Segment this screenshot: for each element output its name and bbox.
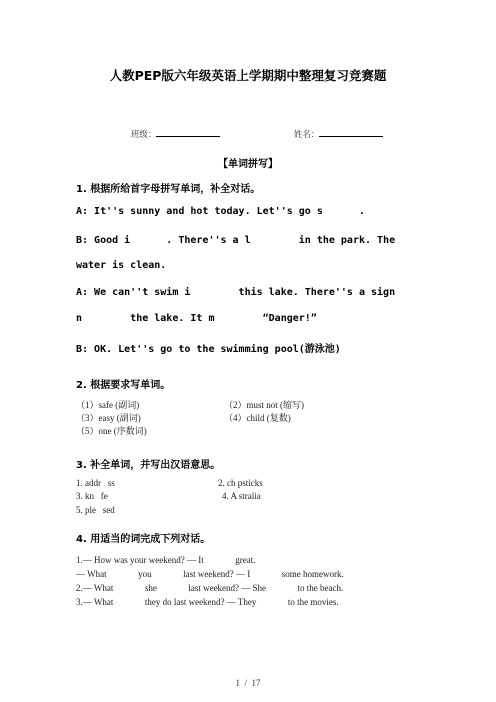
document-title: 人教PEP版六年级英语上学期期中整理复习竞赛题 xyxy=(109,68,387,83)
q2-heading: 2. 根据要求写单词。 xyxy=(76,380,171,391)
q1-line: n the lake. It m “Danger!” xyxy=(76,313,317,324)
q3-item: 5. ple sed xyxy=(76,505,115,515)
q1-line: A: It''s sunny and hot today. Let''s go s . xyxy=(76,206,365,217)
name-field xyxy=(283,117,383,150)
q2-item: （2）must not (缩写) xyxy=(224,400,304,410)
q3-item: 3. kn fe xyxy=(76,491,108,501)
q3-item: 2. ch psticks xyxy=(218,478,263,488)
q1-line: B: Good i . There''s a l in the park. The xyxy=(76,235,396,246)
section-title: 【单词拼写】 xyxy=(218,159,278,170)
q1-line: water is clean. xyxy=(76,260,167,271)
class-label: 班级： xyxy=(130,130,157,140)
class-blank[interactable] xyxy=(156,127,220,137)
q1-heading: 1. 根据所给首字母拼写单词，补全对话。 xyxy=(76,184,261,195)
class-field xyxy=(120,117,220,150)
q4-line: 1.— How was your weekend? — It great. xyxy=(76,555,256,565)
q2-item: （3）easy (副词) xyxy=(76,413,141,423)
q4-line: 3.— What they do last weekend? — They to the movies. xyxy=(76,597,339,607)
q3-heading: 3. 补全单词，并写出汉语意思。 xyxy=(76,460,221,471)
page-number: 1 / 17 xyxy=(235,678,261,688)
q4-line: 2.— What she last weekend? — She to the beach. xyxy=(76,583,344,593)
q4-heading: 4. 用适当的词完成下列对话。 xyxy=(76,534,211,545)
q1-line: B: OK. Let''s go to the swimming pool(游泳池) xyxy=(76,344,341,355)
q3-item: 4. A stralia xyxy=(222,491,261,501)
q4-line: — What you last weekend? — I some homework. xyxy=(76,569,344,579)
q2-item: （1）safe (副词) xyxy=(76,400,140,410)
q3-item: 1. addr ss xyxy=(76,478,115,488)
q2-item: （5）one (序数词) xyxy=(76,426,147,436)
name-blank[interactable] xyxy=(319,127,383,137)
q2-item: （4）child (复数) xyxy=(224,413,291,423)
q1-line: A: We can''t swim i this lake. There''s a sign xyxy=(76,287,396,298)
name-label: 姓名： xyxy=(293,130,320,140)
